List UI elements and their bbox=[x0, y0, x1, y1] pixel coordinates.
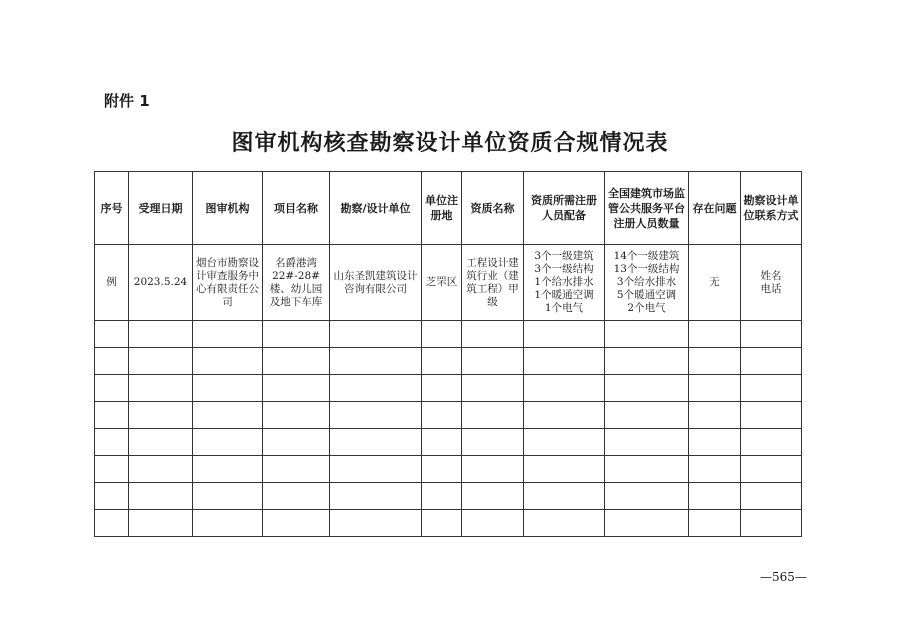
cell-agency: 烟台市勘察设计审查服务中心有限责任公司 bbox=[193, 245, 263, 321]
header-date: 受理日期 bbox=[129, 172, 193, 245]
header-contact: 勘察设计单位联系方式 bbox=[741, 172, 802, 245]
table-row-empty bbox=[95, 348, 802, 375]
cell-location: 芝罘区 bbox=[422, 245, 462, 321]
table-row-empty bbox=[95, 402, 802, 429]
page-number: —565— bbox=[760, 570, 807, 584]
cell-contact: 姓名 电话 bbox=[741, 245, 802, 321]
cell-seq: 例 bbox=[95, 245, 129, 321]
table-row-example bbox=[95, 245, 802, 321]
table-row-empty bbox=[95, 483, 802, 510]
page-title: 图审机构核查勘察设计单位资质合规情况表 bbox=[231, 131, 669, 156]
cell-qualification: 工程设计建筑行业（建筑工程）甲级 bbox=[462, 245, 524, 321]
cell-project: 名爵港湾22#-28#楼、幼儿园及地下车库 bbox=[263, 245, 330, 321]
table-row-empty bbox=[95, 321, 802, 348]
cell-required-staff: 3个一级建筑 3个一级结构 1个给水排水 1个暖通空调 1个电气 bbox=[524, 245, 605, 321]
cell-unit: 山东圣凯建筑设计咨询有限公司 bbox=[330, 245, 422, 321]
header-unit: 勘察/设计单位 bbox=[330, 172, 422, 245]
table-row-empty bbox=[95, 429, 802, 456]
header-project: 项目名称 bbox=[263, 172, 330, 245]
header-seq: 序号 bbox=[95, 172, 129, 245]
attachment-label: 附件 1 bbox=[104, 92, 150, 110]
header-required-staff: 资质所需注册人员配备 bbox=[524, 172, 605, 245]
header-agency: 图审机构 bbox=[193, 172, 263, 245]
header-location: 单位注册地 bbox=[422, 172, 462, 245]
compliance-table bbox=[94, 171, 802, 537]
table-row-empty bbox=[95, 375, 802, 402]
header-platform-staff: 全国建筑市场监管公共服务平台注册人员数量 bbox=[605, 172, 689, 245]
table-row-empty bbox=[95, 510, 802, 537]
cell-issues: 无 bbox=[689, 245, 741, 321]
cell-platform-staff: 14个一级建筑 13个一级结构 3个给水排水 5个暖通空调 2个电气 bbox=[605, 245, 689, 321]
header-qualification: 资质名称 bbox=[462, 172, 524, 245]
table-header-row bbox=[95, 172, 802, 245]
header-issues: 存在问题 bbox=[689, 172, 741, 245]
table-row-empty bbox=[95, 456, 802, 483]
cell-date: 2023.5.24 bbox=[129, 245, 193, 321]
